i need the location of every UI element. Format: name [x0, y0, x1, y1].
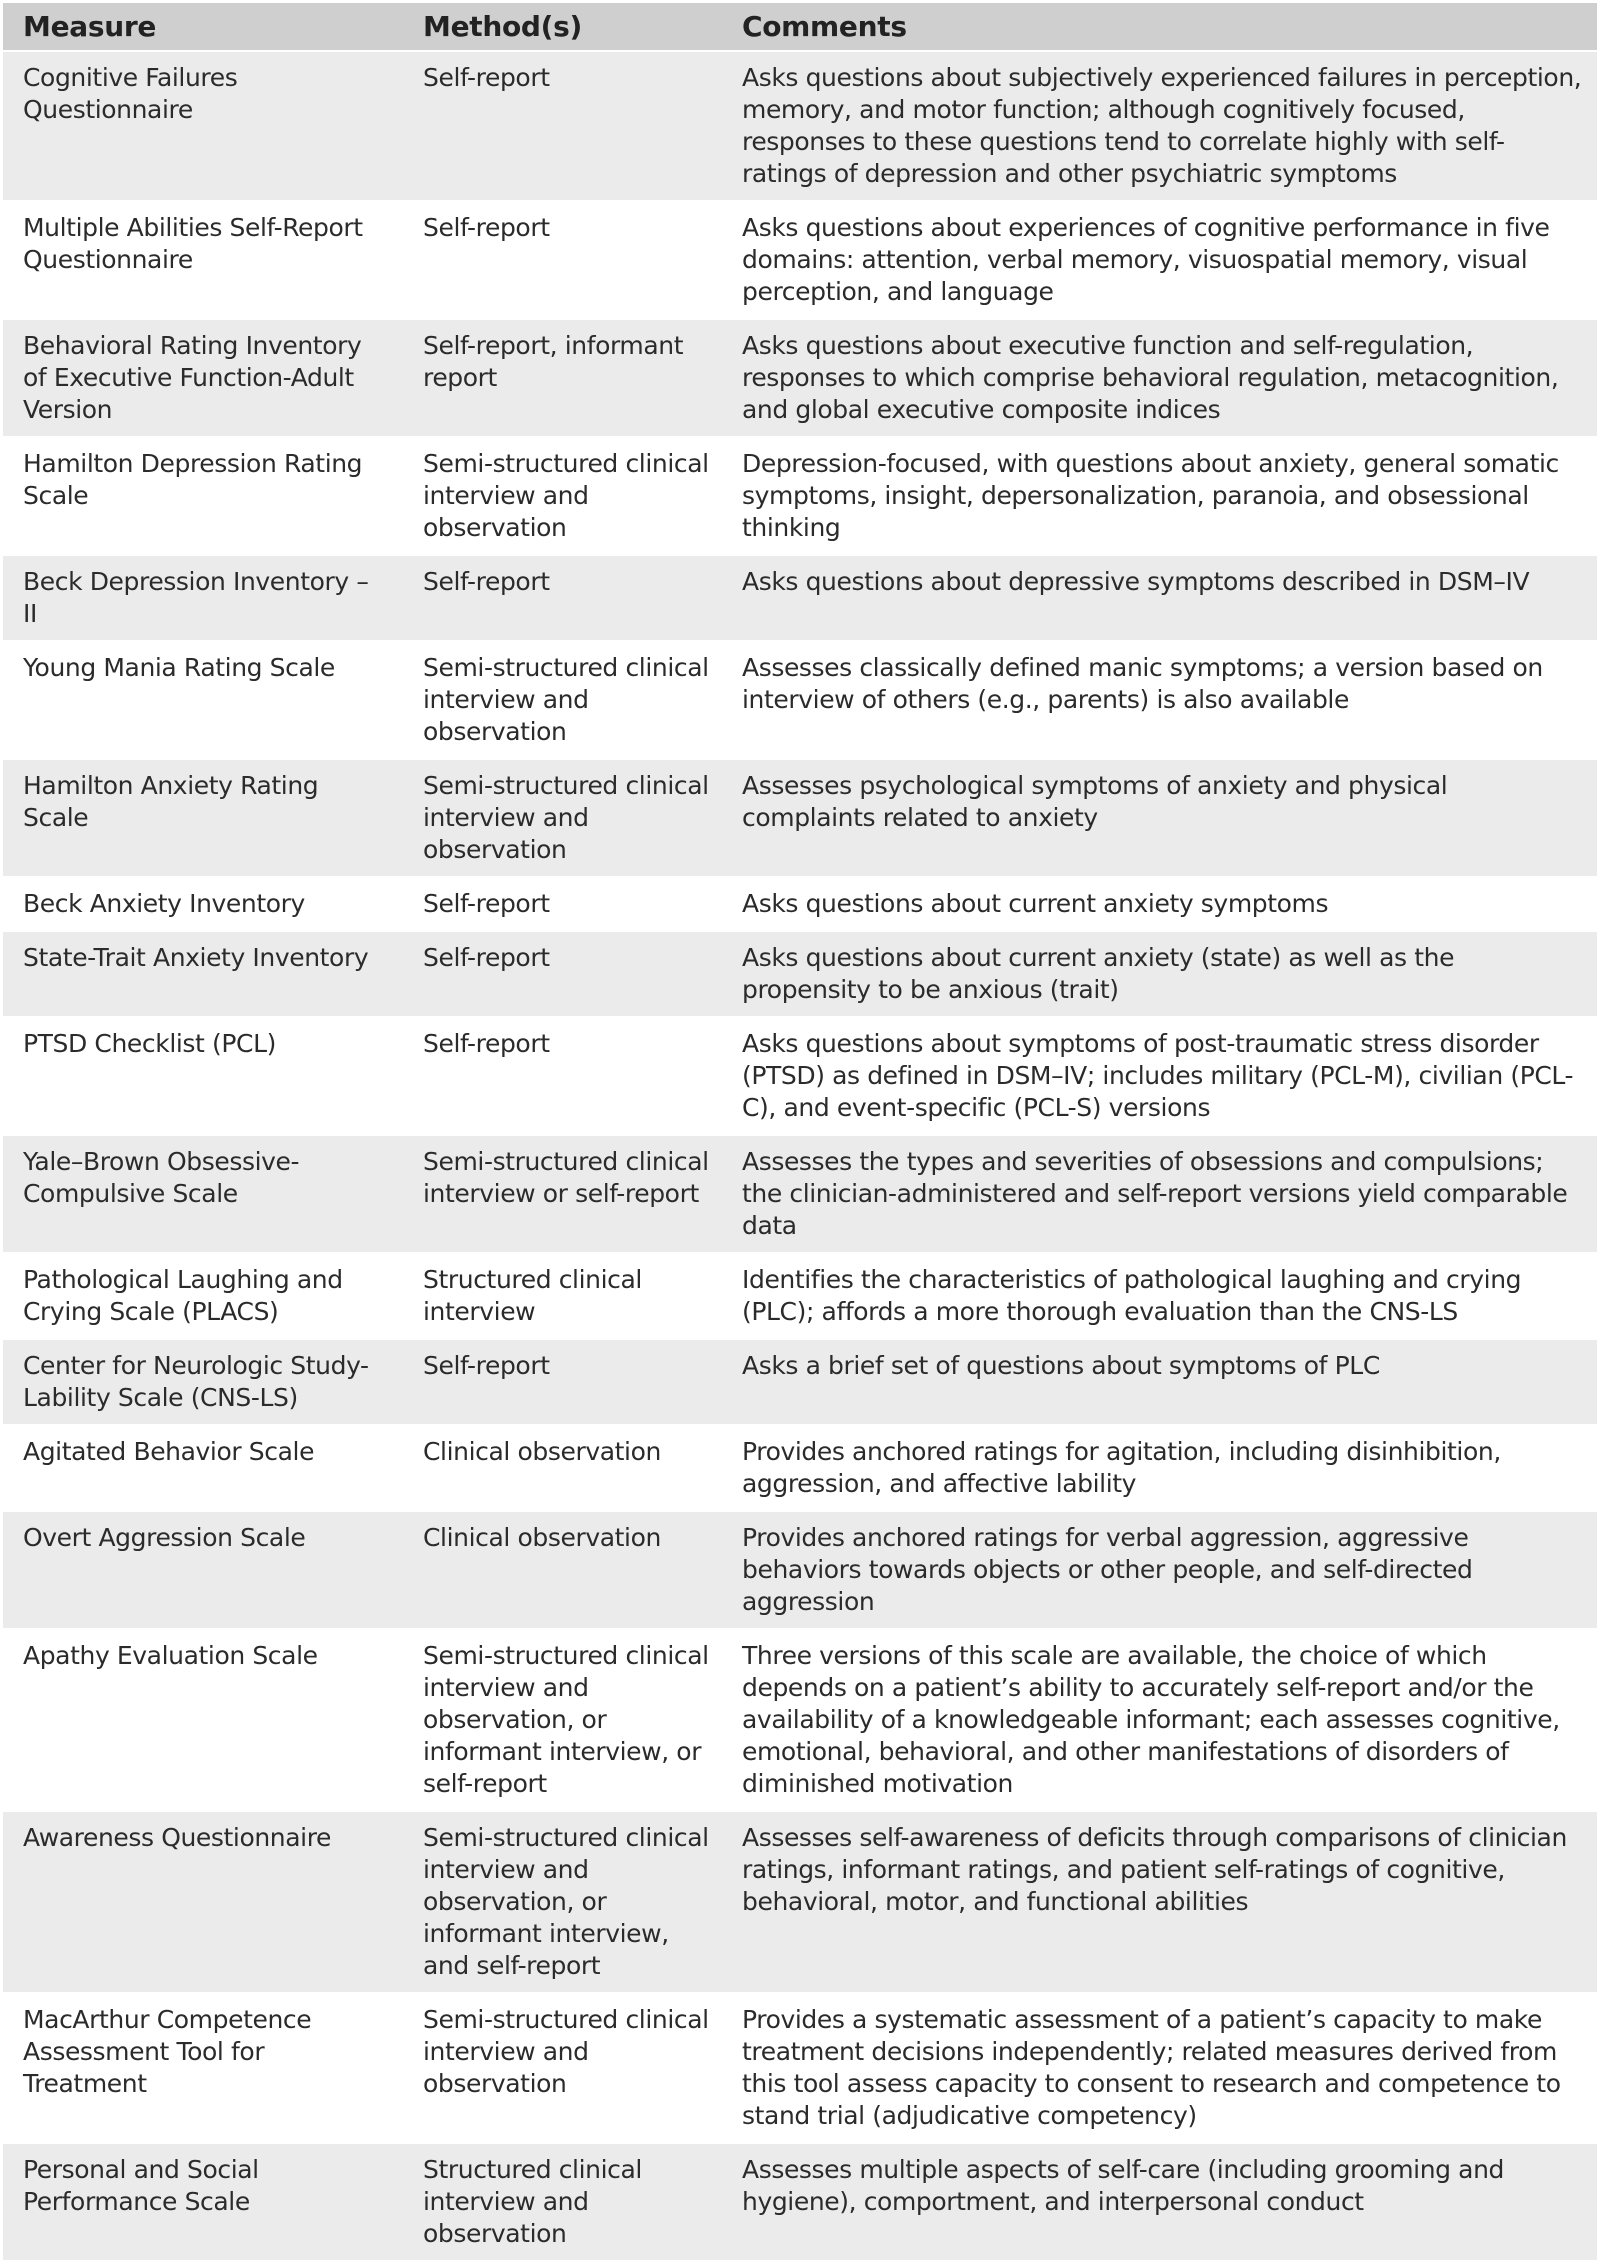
measures-table [3, 3, 1597, 2260]
table-row [3, 51, 1597, 201]
measure-cell: Center for Neurologic Study-Lability Scale (CNS-LS) [23, 1351, 369, 1412]
table-row [3, 759, 1597, 877]
table-row [3, 1993, 1597, 2143]
method-cell: Semi-structured clinical interview and observation [423, 449, 709, 542]
comments-cell: Asks questions about subjectively experienced failures in perception, memory, and motor function; although cognitively focused, responses to these questions tend to correlate highly with self-ratings of depression and other psychiatric symptoms [742, 63, 1582, 188]
comments-cell: Depression-focused, with questions about anxiety, general somatic symptoms, insight, depersonalization, paranoia, and obsessional thinking [742, 449, 1559, 542]
table-row [3, 555, 1597, 641]
comments-cell: Provides anchored ratings for verbal aggression, aggressive behaviors towards objects or other people, and self-directed aggression [742, 1523, 1473, 1616]
comments-cell: Assesses psychological symptoms of anxiety and physical complaints related to anxiety [742, 771, 1448, 832]
method-cell: Self-report, informant report [423, 331, 684, 392]
comments-cell: Asks questions about current anxiety symptoms [742, 889, 1329, 918]
comments-cell: Asks questions about current anxiety (state) as well as the propensity to be anxious (trait) [742, 943, 1455, 1004]
method-cell: Semi-structured clinical interview and observation [423, 653, 709, 746]
measure-cell: Multiple Abilities Self-Report Questionnaire [23, 213, 363, 274]
measure-cell: Hamilton Anxiety Rating Scale [23, 771, 319, 832]
measure-cell: Personal and Social Performance Scale [23, 2155, 259, 2216]
method-cell: Semi-structured clinical interview and observation, or informant interview, or self-report [423, 1641, 709, 1798]
method-cell: Self-report [423, 63, 550, 92]
method-cell: Self-report [423, 1029, 550, 1058]
measure-cell: Beck Depression Inventory – II [23, 567, 369, 628]
method-cell: Clinical observation [423, 1523, 661, 1552]
measure-cell: Awareness Questionnaire [23, 1823, 332, 1852]
measure-cell: Cognitive Failures Questionnaire [23, 63, 238, 124]
measure-cell: Beck Anxiety Inventory [23, 889, 305, 918]
comments-cell: Assesses multiple aspects of self-care (including grooming and hygiene), comportment, and interpersonal conduct [742, 2155, 1504, 2216]
table-row [3, 1811, 1597, 1993]
comments-cell: Asks questions about experiences of cognitive performance in five domains: attention, verbal memory, visuospatial memory, visual perception, and language [742, 213, 1550, 306]
method-cell: Semi-structured clinical interview and observation [423, 2005, 709, 2098]
comments-cell: Asks questions about symptoms of post-traumatic stress disorder (PTSD) as defined in DSM–IV; includes military (PCL-M), civilian (PCL-C), and event-specific (PCL-S) versions [742, 1029, 1574, 1122]
measure-cell: Behavioral Rating Inventory of Executive Function-Adult Version [23, 331, 362, 424]
table-row [3, 931, 1597, 1017]
measure-cell: Pathological Laughing and Crying Scale (PLACS) [23, 1265, 343, 1326]
method-cell: Structured clinical interview [423, 1265, 642, 1326]
comments-cell: Three versions of this scale are available, the choice of which depends on a patient’s ability to accurately self-report and/or the availability of a knowledgeable informant; each assesses cognitive, emotional, behavioral, and other manifestations of disorders of diminished motivation [742, 1641, 1560, 1798]
comments-cell: Assesses classically defined manic symptoms; a version based on interview of others (e.g., parents) is also available [742, 653, 1543, 714]
table-row [3, 1425, 1597, 1511]
measure-cell: Overt Aggression Scale [23, 1523, 306, 1552]
comments-cell: Assesses self-awareness of deficits through comparisons of clinician ratings, informant ratings, and patient self-ratings of cognitive, behavioral, motor, and functional abilities [742, 1823, 1567, 1916]
method-cell: Self-report [423, 213, 550, 242]
method-cell: Structured clinical interview and observation [423, 2155, 642, 2248]
comments-cell: Identifies the characteristics of pathological laughing and crying (PLC); affords a more thorough evaluation than the CNS-LS [742, 1265, 1522, 1326]
table-row [3, 1629, 1597, 1811]
comments-cell: Asks questions about depressive symptoms described in DSM–IV [742, 567, 1530, 596]
table-row [3, 877, 1597, 931]
comments-cell: Provides a systematic assessment of a patient’s capacity to make treatment decisions independently; related measures derived from this tool assess capacity to consent to research and competence to stand trial (adjudicative competency) [742, 2005, 1561, 2130]
header-methods: Method(s) [399, 3, 724, 51]
comments-cell: Asks a brief set of questions about symptoms of PLC [742, 1351, 1380, 1380]
measure-cell: Apathy Evaluation Scale [23, 1641, 318, 1670]
measure-cell: Young Mania Rating Scale [23, 653, 335, 682]
method-cell: Semi-structured clinical interview and observation [423, 771, 709, 864]
method-cell: Self-report [423, 889, 550, 918]
table-row [3, 1017, 1597, 1135]
measure-cell: Agitated Behavior Scale [23, 1437, 315, 1466]
comments-cell: Assesses the types and severities of obsessions and compulsions; the clinician-administered and self-report versions yield comparable data [742, 1147, 1568, 1240]
measure-cell: PTSD Checklist (PCL) [23, 1029, 276, 1058]
method-cell: Self-report [423, 1351, 550, 1380]
measures-table-container [3, 3, 1597, 2260]
measure-cell: MacArthur Competence Assessment Tool for Treatment [23, 2005, 312, 2098]
method-cell: Semi-structured clinical interview or self-report [423, 1147, 709, 1208]
method-cell: Clinical observation [423, 1437, 661, 1466]
method-cell: Semi-structured clinical interview and observation, or informant interview, and self-report [423, 1823, 709, 1980]
method-cell: Self-report [423, 567, 550, 596]
table-header [3, 3, 1597, 51]
comments-cell: Asks questions about executive function and self-regulation, responses to which comprise behavioral regulation, metacognition, and global executive composite indices [742, 331, 1559, 424]
header-comments: Comments [724, 3, 1597, 51]
comments-cell: Provides anchored ratings for agitation, including disinhibition, aggression, and affective lability [742, 1437, 1501, 1498]
header-measure: Measure [3, 3, 399, 51]
table-row [3, 437, 1597, 555]
measure-cell: Yale–Brown Obsessive-Compulsive Scale [23, 1147, 300, 1208]
table-body [3, 51, 1597, 2260]
header-row [3, 3, 1597, 51]
table-row [3, 319, 1597, 437]
method-cell: Self-report [423, 943, 550, 972]
table-row [3, 2143, 1597, 2260]
measure-cell: State-Trait Anxiety Inventory [23, 943, 369, 972]
table-row [3, 1135, 1597, 1253]
table-row [3, 1253, 1597, 1339]
table-row [3, 641, 1597, 759]
table-row [3, 1511, 1597, 1629]
table-row [3, 201, 1597, 319]
measure-cell: Hamilton Depression Rating Scale [23, 449, 363, 510]
table-row [3, 1339, 1597, 1425]
